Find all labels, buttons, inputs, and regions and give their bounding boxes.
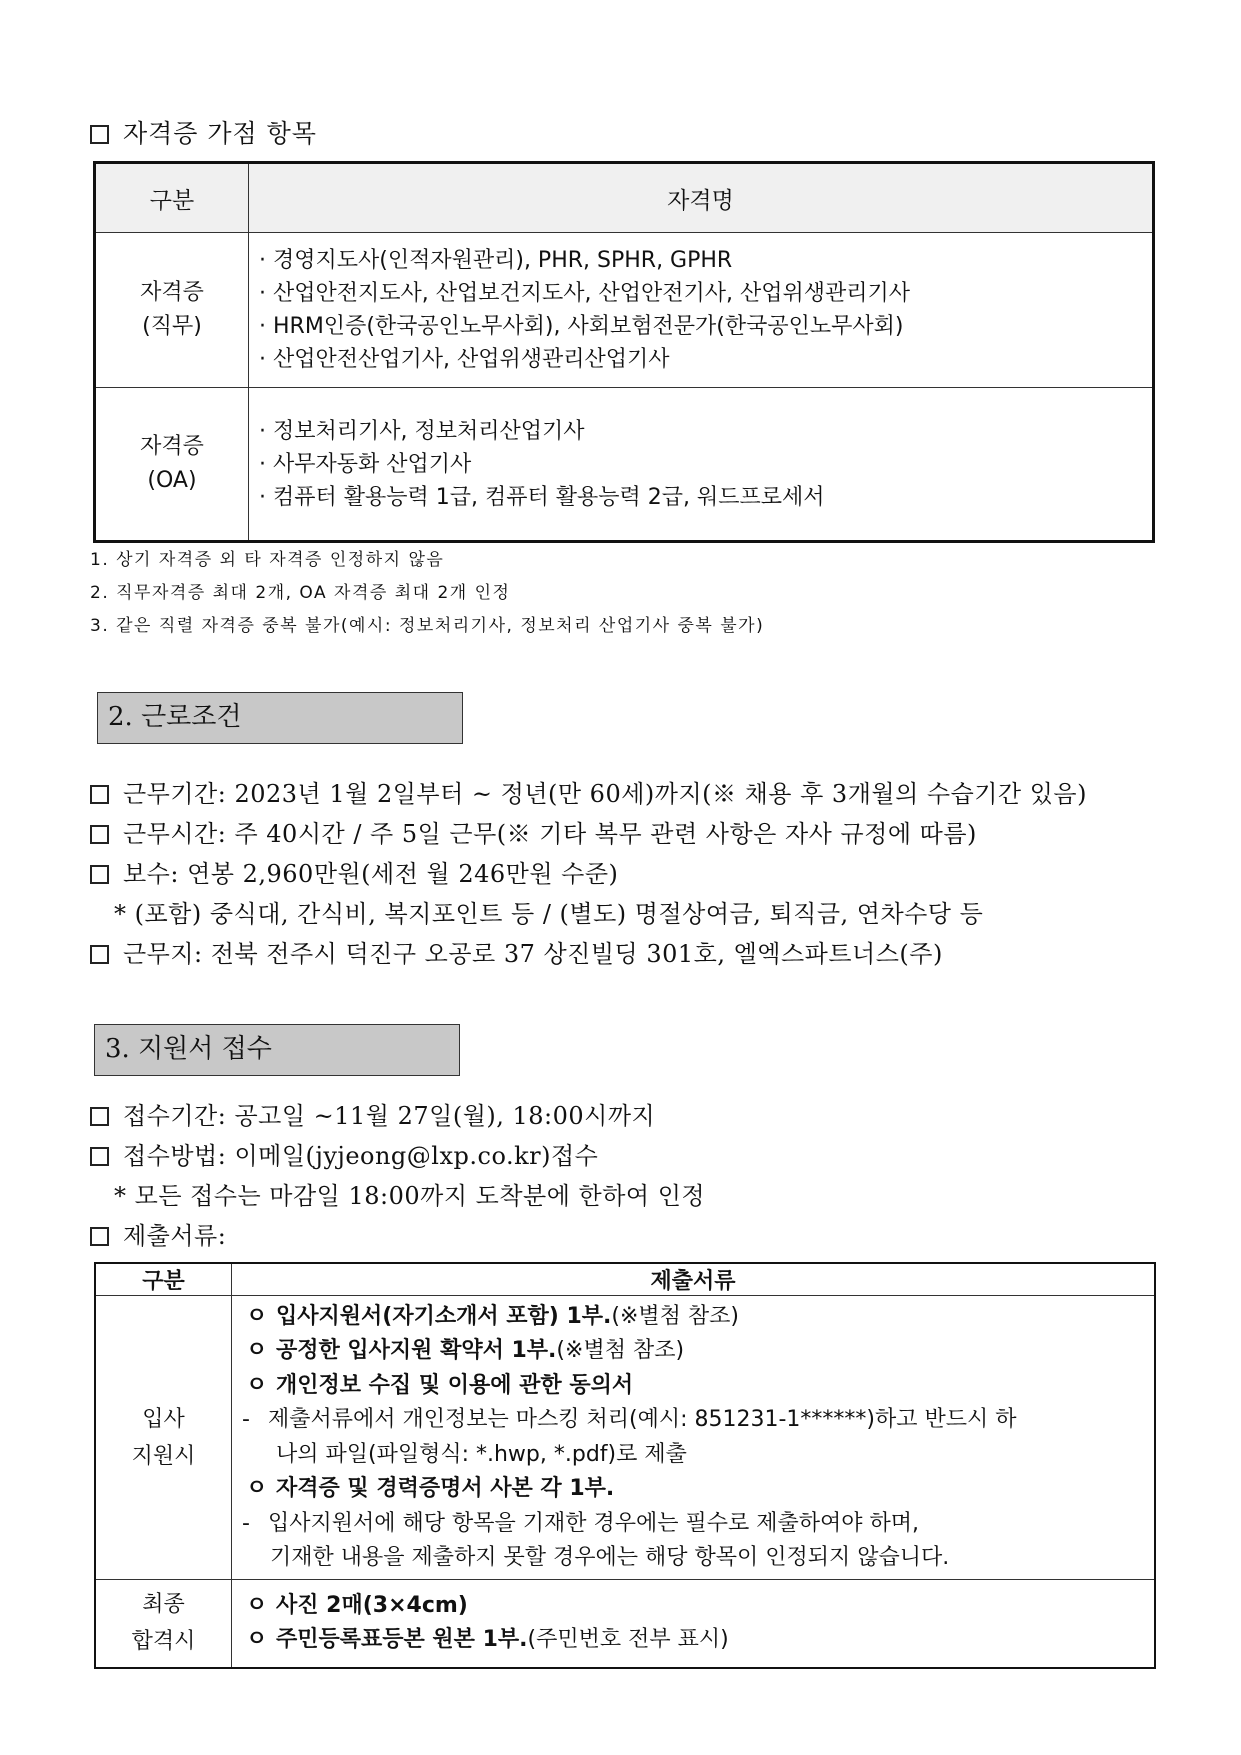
table-row bbox=[95, 1580, 1155, 1668]
category-cell: 자격증 (직무) bbox=[95, 233, 249, 388]
list-item: 나의 파일(파일형식: *.hwp, *.pdf)로 제출 bbox=[276, 1441, 687, 1467]
salary-line: 보수: 연봉 2,960만원(세전 월 246만원 수준) bbox=[90, 854, 618, 889]
circle-bullet-icon: ㅇ bbox=[246, 1338, 268, 1363]
column-header-category: 구분 bbox=[95, 1263, 232, 1296]
table-header-row bbox=[95, 1263, 1155, 1296]
cert-section-title: 자격증 가점 항목 bbox=[90, 114, 317, 150]
table-row bbox=[95, 233, 1154, 388]
column-header-category: 구분 bbox=[95, 163, 249, 233]
list-item: 기재한 내용을 제출하지 못할 경우에는 해당 항목이 인정되지 않습니다. bbox=[270, 1545, 950, 1570]
list-item: ㅇ 자격증 및 경력증명서 사본 각 1부. bbox=[246, 1472, 1153, 1507]
column-header-cert-name: 자격명 bbox=[249, 163, 1154, 233]
column-header-documents: 제출서류 bbox=[232, 1263, 1156, 1296]
circle-bullet-icon: ㅇ bbox=[246, 1476, 268, 1501]
table-row bbox=[95, 388, 1154, 542]
dash-bullet-icon: - bbox=[242, 1407, 250, 1432]
list-item: ㅇ 입사지원서(자기소개서 포함) 1부.(※별첨 참조) bbox=[246, 1300, 1153, 1335]
category-cell: 입사 지원시 bbox=[95, 1296, 232, 1580]
table-row bbox=[95, 1296, 1155, 1580]
circle-bullet-icon: ㅇ bbox=[246, 1627, 268, 1653]
list-item: · 산업안전산업기사, 산업위생관리산업기사 bbox=[259, 347, 670, 372]
list-item: · 경영지도사(인적자원관리), PHR, SPHR, GPHR bbox=[259, 248, 733, 273]
list-item: ㅇ 사진 2매(3×4cm) bbox=[246, 1589, 1153, 1624]
list-item: · 사무자동화 산업기사 bbox=[259, 451, 472, 477]
note-3: 3. 같은 직렬 자격증 중복 불가(예시: 정보처리기사, 정보처리 산업기사 중복 불가) bbox=[90, 616, 765, 636]
apply-note-line: * 모든 접수는 마감일 18:00까지 도착분에 한하여 인정 bbox=[114, 1182, 706, 1210]
list-item: · 산업안전지도사, 산업보건지도사, 산업안전기사, 산업위생관리기사 bbox=[259, 281, 911, 306]
dash-bullet-icon: - bbox=[242, 1510, 250, 1536]
cert-table bbox=[93, 161, 1155, 543]
documents-list-cell bbox=[232, 1296, 1156, 1580]
list-item: - 입사지원서에 해당 항목을 기재한 경우에는 필수로 제출하여야 하며, bbox=[242, 1507, 1153, 1542]
category-cell: 자격증 (OA) bbox=[95, 388, 249, 542]
work-period-line: 근무기간: 2023년 1월 2일부터 ~ 정년(만 60세)까지(※ 채용 후 3개월의 수습기간 있음) bbox=[90, 774, 1087, 809]
checkbox-square-icon bbox=[90, 1147, 109, 1166]
checkbox-square-icon bbox=[90, 1227, 109, 1246]
section-2-header: 2. 근로조건 bbox=[97, 692, 463, 744]
documents-list-cell bbox=[232, 1580, 1156, 1668]
table-header-row bbox=[95, 163, 1154, 233]
documents-table bbox=[94, 1262, 1156, 1669]
list-item: ㅇ 주민등록표등본 원본 1부.(주민번호 전부 표시) bbox=[246, 1623, 1153, 1658]
circle-bullet-icon: ㅇ bbox=[246, 1372, 268, 1398]
checkbox-square-icon bbox=[90, 825, 109, 844]
work-hours-line: 근무시간: 주 40시간 / 주 5일 근무(※ 기타 복무 관련 사항은 자사 규정에 따름) bbox=[90, 814, 977, 849]
section-3-header: 3. 지원서 접수 bbox=[94, 1024, 460, 1076]
apply-method-line: 접수방법: 이메일(jyjeong@lxp.co.kr)접수 bbox=[90, 1136, 598, 1171]
note-2: 2. 직무자격증 최대 2개, OA 자격증 최대 2개 인정 bbox=[90, 583, 511, 603]
apply-period-line: 접수기간: 공고일 ~11월 27일(월), 18:00시까지 bbox=[90, 1096, 655, 1131]
list-item: ㅇ 공정한 입사지원 확약서 1부.(※별첨 참조) bbox=[246, 1334, 1153, 1369]
work-place-line: 근무지: 전북 전주시 덕진구 오공로 37 상진빌딩 301호, 엘엑스파트너스(주) bbox=[90, 934, 943, 969]
list-item: · 정보처리기사, 정보처리산업기사 bbox=[259, 418, 585, 444]
list-item: · 컴퓨터 활용능력 1급, 컴퓨터 활용능력 2급, 워드프로세서 bbox=[259, 484, 825, 510]
checkbox-square-icon bbox=[90, 945, 109, 964]
checkbox-square-icon bbox=[90, 785, 109, 804]
note-1: 1. 상기 자격증 외 타 자격증 인정하지 않음 bbox=[90, 550, 445, 570]
checkbox-square-icon bbox=[90, 865, 109, 884]
category-cell: 최종 합격시 bbox=[95, 1580, 232, 1668]
list-item: ㅇ 개인정보 수집 및 이용에 관한 동의서 bbox=[246, 1369, 1153, 1404]
list-item: · HRM인증(한국공인노무사회), 사회보험전문가(한국공인노무사회) bbox=[259, 314, 904, 339]
salary-detail-line: * (포함) 중식대, 간식비, 복지포인트 등 / (별도) 명절상여금, 퇴직금, 연차수당 등 bbox=[114, 900, 984, 928]
circle-bullet-icon: ㅇ bbox=[246, 1303, 268, 1329]
documents-line: 제출서류: bbox=[90, 1216, 226, 1251]
cert-list-cell bbox=[249, 233, 1154, 388]
cert-list-cell bbox=[249, 388, 1154, 542]
checkbox-square-icon bbox=[90, 125, 109, 144]
checkbox-square-icon bbox=[90, 1107, 109, 1126]
list-item: - 제출서류에서 개인정보는 마스킹 처리(예시: 851231-1******)하고 반드시 하 bbox=[242, 1403, 1153, 1438]
circle-bullet-icon: ㅇ bbox=[246, 1592, 268, 1618]
